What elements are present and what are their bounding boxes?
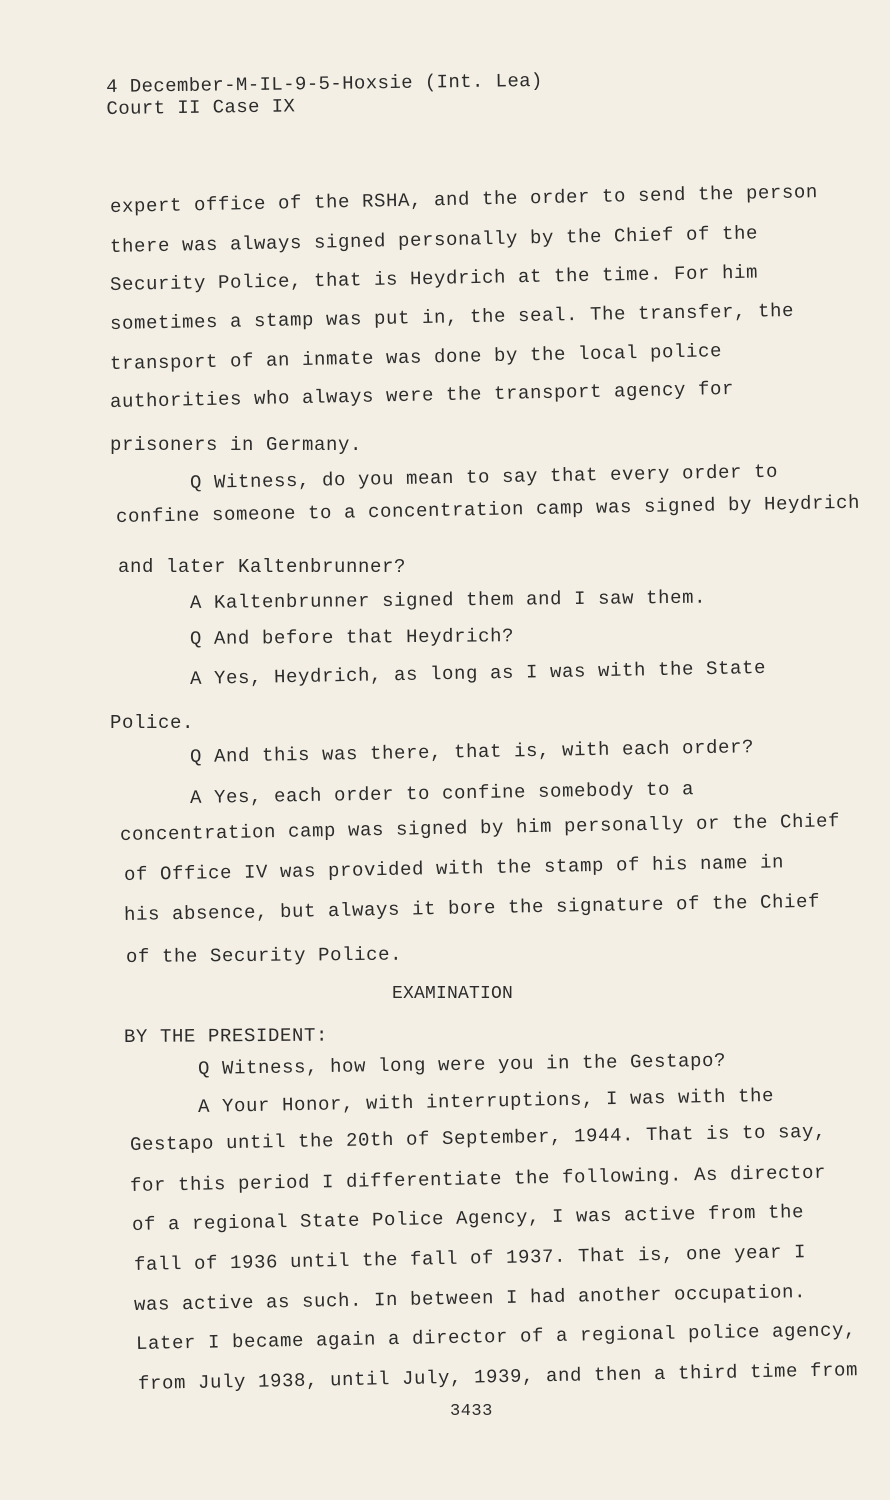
transcript-line: sometimes a stamp was put in, the seal. The transfer, the: [109, 299, 795, 335]
answer-line: A Kaltenbrunner signed them and I saw them.: [189, 586, 707, 614]
section-heading: EXAMINATION: [392, 984, 514, 1004]
question-line: Q Witness, do you mean to say that every order to: [189, 460, 779, 494]
transcript-line: his absence, but always it bore the signature of the Chief: [123, 890, 821, 926]
answer-line: A Your Honor, with interruptions, I was with the: [197, 1084, 775, 1118]
question-line: Q And this was there, that is, with each order?: [189, 736, 755, 768]
transcript-line: Later I became again a director of a regional police agency,: [135, 1319, 857, 1355]
transcript-line: fall of 1936 until the fall of 1937. That is, one year I: [133, 1241, 807, 1276]
transcript-line: prisoners in Germany.: [110, 434, 363, 456]
transcript-line: there was always signed personally by the Chief of the: [109, 222, 759, 258]
document-header: [106, 70, 543, 120]
transcript-line: Gestapo until the 20th of September, 1944. That is to say,: [129, 1120, 827, 1156]
question-line: Q And before that Heydrich?: [189, 625, 515, 650]
transcript-line: was active as such. In between I had another occupation.: [133, 1281, 807, 1316]
transcript-line: Security Police, that is Heydrich at the time. For him: [109, 261, 759, 296]
transcript-line: and later Kaltenbrunner?: [118, 556, 407, 578]
transcript-line: transport of an inmate was done by the local police: [109, 340, 723, 375]
transcript-line: expert office of the RSHA, and the order to send the person: [109, 181, 819, 218]
transcript-line: for this period I differentiate the following. As director: [129, 1161, 827, 1197]
answer-line: A Yes, Heydrich, as long as I was with the State: [189, 656, 767, 690]
header-reference: 4 December-M-IL-9-5-Hoxsie (Int. Lea): [106, 69, 543, 98]
transcript-line: of the Security Police.: [125, 943, 403, 968]
page-number: 3433: [450, 1402, 493, 1421]
transcript-line: of a regional State Police Agency, I was active from the: [131, 1201, 805, 1236]
transcript-line: authorities who always were the transport agency for: [109, 377, 735, 413]
transcript-line: concentration camp was signed by him personally or the Chief: [119, 810, 841, 846]
header-court-case: Court II Case IX: [106, 95, 296, 120]
transcript-line: from July 1938, until July, 1939, and then a third time from: [137, 1359, 859, 1395]
examiner-heading: BY THE PRESIDENT:: [123, 1024, 329, 1048]
transcript-line: of Office IV was provided with the stamp of his name in: [123, 851, 785, 886]
question-line: Q Witness, how long were you in the Gestapo?: [197, 1049, 727, 1080]
transcript-line: Police.: [110, 712, 195, 734]
answer-line: A Yes, each order to confine somebody to a: [189, 778, 695, 809]
transcript-line: confine someone to a concentration camp was signed by Heydrich: [115, 491, 861, 528]
